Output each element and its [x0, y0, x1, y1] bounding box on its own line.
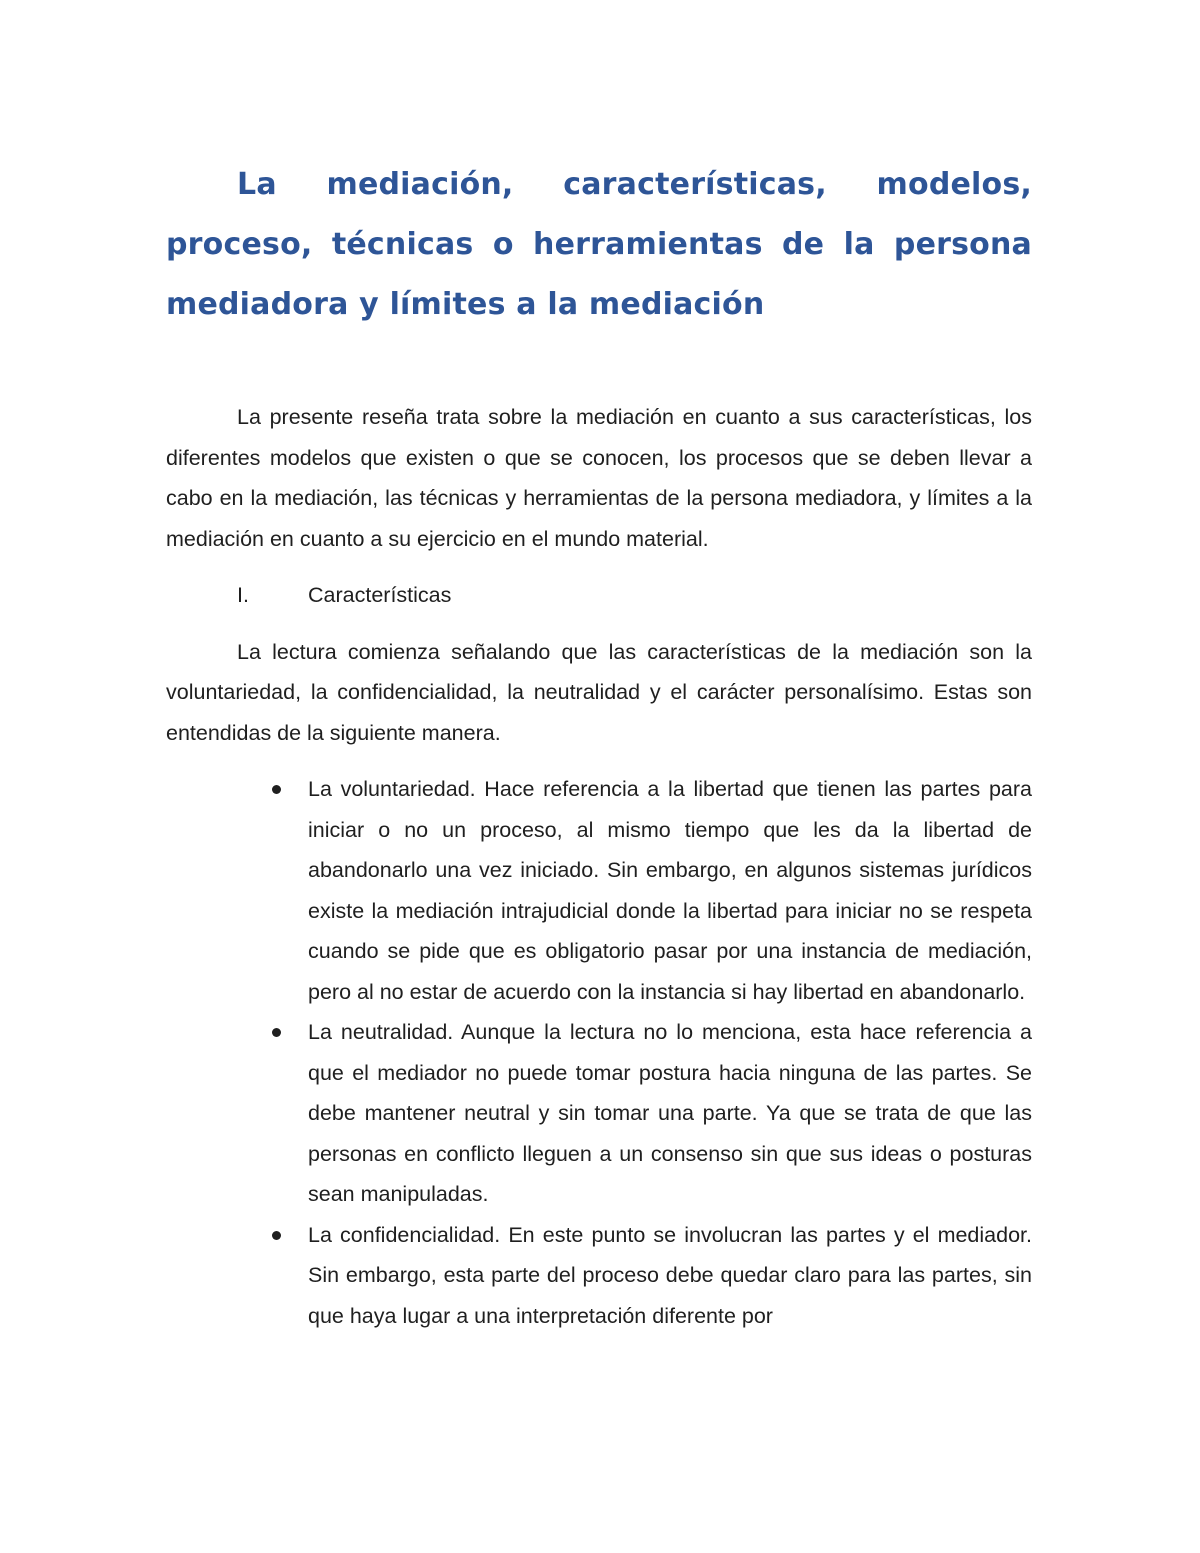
list-item-text: La neutralidad. Aunque la lectura no lo menciona, esta hace referencia a que el mediador no puede tomar postura hacia ninguna de las partes. Se debe mantener neutral y sin tomar una parte. Ya que se trata de que las personas en conflicto lleguen a un consenso sin que sus ideas o posturas sean manipuladas. [308, 1020, 1032, 1206]
list-item-text: La confidencialidad. En este punto se involucran las partes y el mediador. Sin embargo, esta parte del proceso debe quedar claro para las partes, sin que haya lugar a una interpretación diferente por [308, 1222, 1032, 1328]
characteristics-list [166, 769, 1032, 1336]
bullet-icon [272, 1028, 281, 1037]
list-item [166, 769, 1032, 1012]
section-heading [166, 575, 1032, 616]
lead-paragraph: La lectura comienza señalando que las características de la mediación son la voluntariedad, la confidencialidad, la neutralidad y el carácter personalísimo. Estas son entendidas de la siguiente manera. [166, 639, 1032, 745]
intro-paragraph: La presente reseña trata sobre la mediación en cuanto a sus características, los diferentes modelos que existen o que se conocen, los procesos que se deben llevar a cabo en la mediación, las técnicas y herramientas de la persona mediadora, y límites a la mediación en cuanto a su ejercicio en el mundo material. [166, 405, 1032, 551]
bullet-icon [272, 1231, 281, 1240]
document-title: La mediación, características, modelos, proceso, técnicas o herramientas de la persona mediadora y límites a la mediación [166, 167, 1032, 322]
section-number: I. [237, 583, 249, 607]
list-item-text: La voluntariedad. Hace referencia a la libertad que tienen las partes para iniciar o no un proceso, al mismo tiempo que les da la libertad de abandonarlo una vez iniciado. Sin embargo, en algunos sistemas jurídicos existe la mediación intrajudicial donde la libertad para iniciar no se respeta cuando se pide que es obligatorio pasar por una instancia de mediación, pero al no estar de acuerdo con la instancia si hay libertad en abandonarlo. [308, 777, 1032, 1004]
list-item [166, 1012, 1032, 1215]
list-item [166, 1215, 1032, 1337]
document-body [166, 155, 1032, 1336]
bullet-icon [272, 785, 281, 794]
section-title: Características [308, 583, 452, 607]
